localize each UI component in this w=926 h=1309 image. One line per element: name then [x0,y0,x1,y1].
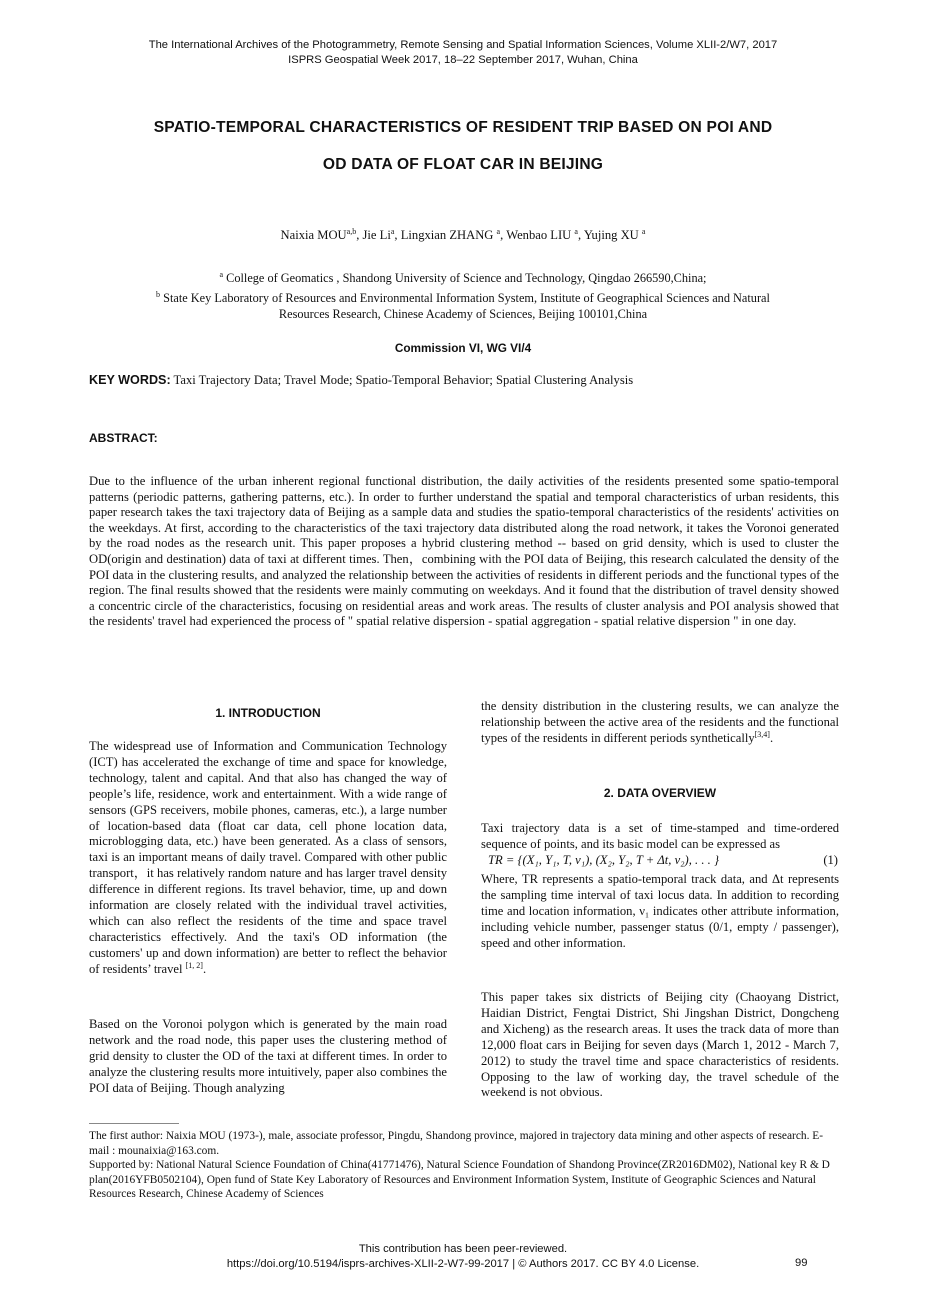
page-footer [60,1242,866,1272]
intro-p1-text: The widespread use of Information and Communication Technology (ICT) has accelerated the exchange of time and space for knowledge, technology, talent and capital. And that also has changed the way of people’s life, residence, work and entertainment. With a wide range of sensors (GPS receivers, mobile phones, cameras, etc.), a large number of location-based data (float car data, cell phone location data, microblogging data, etc.) have been generated. As a class of sensors, taxi is an important means of daily travel. Compared with other public transport，it has relatively random nature and has larger travel density difference in different regions. Its travel behavior, time, up and down information are closely related with the individual travel activities, which can also reflect the residents of the time and space travel characteristics effectively. And the taxi's OD information (the customers' up and down information) are better to reflect the behavior of residents’ travel [89,739,447,976]
author-name: Naixia MOU [280,228,347,242]
commission: Commission VI, WG VI/4 [394,341,532,355]
author-name: Jie Li [362,228,391,242]
author-separator: , [577,228,584,242]
intro-cont-end: . [769,730,774,745]
author-affiliation-mark: a [496,226,501,236]
equation-1 [488,853,838,868]
page-number: 99 [795,1257,808,1269]
affiliation-b-text: State Key Laboratory of Resources and Environmental Information System, Institute of Geographical Sciences and Natural [160,291,770,305]
affiliation-a-mark: a [219,269,224,279]
footnote-funding: Supported by: National Natural Science Foundation of China(41771476), Natural Science Foundation of Shandong Province(ZR2016DM02), National key R & D plan(2016YFB0502104), Open fund of State Key Laboratory of Resources and Environment Information System, Institute of Geographic Sciences and Natural Resources Research, Chinese Academy of Sciences [89,1159,830,1201]
paper-title-line-2: OD DATA OF FLOAT CAR IN BEIJING [322,156,604,173]
paper-title-line-1: SPATIO-TEMPORAL CHARACTERISTICS OF RESIDENT TRIP BASED ON POI AND [153,119,773,136]
citation: [3,4] [754,729,770,739]
intro-cont-text: the density distribution in the clustering results, we can analyze the relationship between the active area of the residents and the functional types of the residents in different periods synthetically [481,699,839,745]
abstract-text: Due to the influence of the urban inherent regional functional distribution, the daily activities of the residents presented some spatio-temporal patterns (periodic patterns, gathering patterns, etc.). In order to further understand the spatial and temporal characteristics of urban residents, this paper research takes the taxi trajectory data of Beijing as a sample data and studies the spatio-temporal characteristics of the residents' activities on the weekdays. At first, according to the characteristics of the taxi trajectory data distributed along the road network, it takes the Voronoi generated by the road nodes as the research unit. This paper proposes a hybrid clustering method -- based on grid density, which is used to cluster the OD(origin and destination) data of taxi at different times. Then，combining with the POI data of Beijing, this research calculated the density of the POI data in the clustering results, and analyzed the relationship between the activities of residents in different periods and the functional types of the region. The final results showed that the residents were mainly commuting on weekdays. And it found that the distribution of travel density showed a concentric circle of the characteristics, focusing on residential areas and work areas. The results of cluster analysis and POI analysis showed that the residents' travel had experienced the process of " spatial relative dispersion - spatial aggregation - spatial relative dispersion " in one day. [89,474,839,629]
affiliation-a-text: College of Geomatics , Shandong University of Science and Technology, Qingdao 266590,China; [223,271,707,285]
intro-paragraph-2 [89,1017,447,1097]
abstract-heading: ABSTRACT: [89,431,158,445]
citation: [1, 2] [185,960,203,970]
author-affiliation-mark: a [574,226,578,236]
data-overview-paragraph-2 [481,872,839,952]
intro-paragraph-1 [89,739,447,978]
peer-review-note: This contribution has been peer-reviewed. [358,1243,568,1255]
intro-continuation [481,699,839,747]
data-overview-paragraph-3 [481,990,839,1101]
footnotes [89,1129,839,1202]
section-heading-data-overview: 2. DATA OVERVIEW [603,786,717,800]
section-heading-introduction: 1. INTRODUCTION [215,706,321,720]
author-name: Wenbao LIU [506,228,575,242]
equation-body: TR = {(X₁, Y₁, T, ν₁), (X₂, Y₂, T + Δt, ν₂), . . . } [488,853,719,867]
author-name: Lingxian ZHANG [400,228,497,242]
header-line-2: ISPRS Geospatial Week 2017, 18–22 September 2017, Wuhan, China [288,54,638,66]
affiliation-a [100,270,826,286]
author-separator: , [356,228,363,242]
footnote-author: The first author: Naixia MOU (1973-), male, associate professor, Pingdu, Shandong province, majored in trajectory data mining and other aspects of research. E-mail : mounaixia@163.com. [89,1130,824,1157]
affiliation-b-text-2: Resources Research, Chinese Academy of Sciences, Beijing 100101,China [278,307,648,321]
intro-p2-text: Based on the Voronoi polygon which is generated by the main road network and the road node, this paper uses the clustering method of grid density to cluster the OD of the taxi at different times. In order to analyze the clustering results more intuitively, paper also combines the POI data of Beijing. Though analyzing [89,1017,447,1095]
author-separator: , [500,228,507,242]
author-affiliation-mark: a [390,226,395,236]
author-list [60,228,866,243]
doi-license: https://doi.org/10.5194/isprs-archives-XLII-2-W7-99-2017 | © Authors 2017. CC BY 4.0 License. [226,1258,700,1270]
header-line-1: The International Archives of the Photogrammetry, Remote Sensing and Spatial Information Sciences, Volume XLII-2/W7, 2017 [148,39,778,51]
equation-number: (1) [823,853,838,867]
running-header [60,38,866,68]
data-overview-p3-text: This paper takes six districts of Beijing city (Chaoyang District, Haidian District, Fengtai District, Shi Jingshan District, Dongcheng and Xicheng) as the research areas. It uses the track data of more than 12,000 float cars in Beijing for seven days (March 1, 2012 - March 7, 2012) to study the travel time and space characteristics of residents. Opposing to the law of working day, the travel schedule of the weekend is not obvious. [481,990,839,1100]
footnote-rule [89,1123,179,1124]
data-overview-p1-text: Taxi trajectory data is a set of time-stamped and time-ordered sequence of points, and its basic model can be expressed as [481,821,839,851]
data-overview-paragraph-1 [481,821,839,853]
affiliation-b-mark: b [156,289,161,299]
affiliation-b [60,290,866,322]
keywords-text: Taxi Trajectory Data; Travel Mode; Spatio-Temporal Behavior; Spatial Clustering Analysis [170,373,634,387]
intro-p1-end: . [202,961,207,976]
author-affiliation-mark: a [641,226,646,236]
author-affiliation-mark: a,b [346,226,357,236]
author-separator: , [394,228,401,242]
keywords-label: KEY WORDS: [89,373,171,387]
data-overview-p2-text: Where, TR represents a spatio-temporal track data, and Δt represents the sampling time interval of taxi locus data. In addition to recording time and location information, ν₁ indicates other attribute information, including vehicle number, passenger status (0/1, empty / passenger), speed and other information. [481,872,839,950]
author-name: Yujing XU [583,228,642,242]
keywords [89,373,633,388]
